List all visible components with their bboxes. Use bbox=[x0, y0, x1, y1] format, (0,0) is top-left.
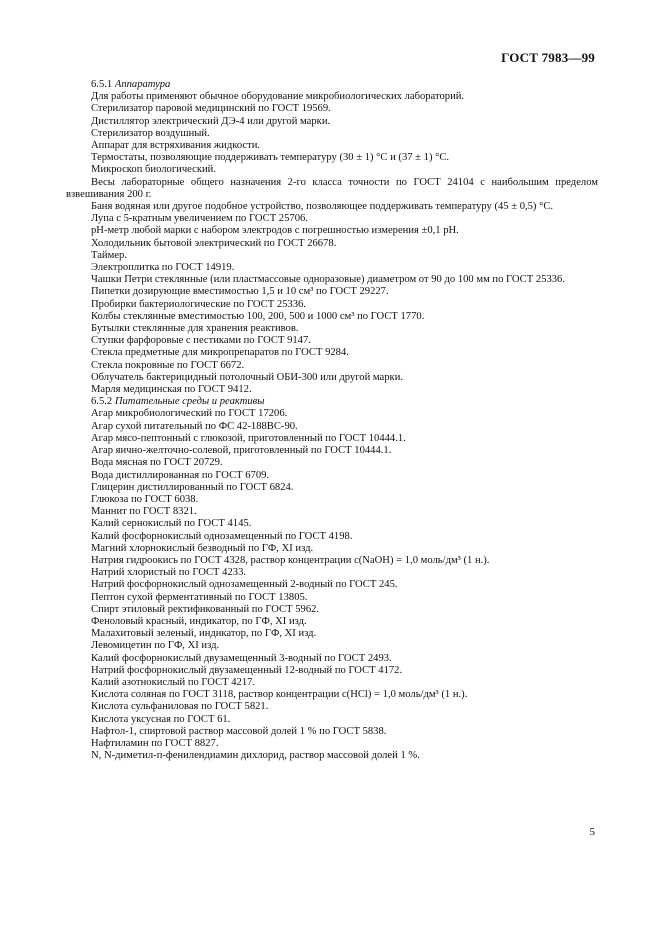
list-item: Марля медицинская по ГОСТ 9412. bbox=[91, 384, 252, 396]
list-item: Пробирки бактериологические по ГОСТ 25336. bbox=[91, 298, 306, 310]
list-item: Аппарат для встряхивания жидкости. bbox=[91, 140, 261, 152]
list-item: Стекла покровные по ГОСТ 6672. bbox=[91, 359, 245, 371]
list-item: Агар сухой питательный по ФС 42-188ВС-90. bbox=[91, 420, 298, 432]
document-header: ГОСТ 7983—99 bbox=[501, 50, 595, 65]
list-item: Агар мясо-пептонный с глюкозой, приготовленный по ГОСТ 10444.1. bbox=[91, 432, 406, 444]
list-item: Глицерин дистиллированный по ГОСТ 6824. bbox=[91, 481, 294, 493]
list-item: Агар яично-желточно-солевой, приготовленный по ГОСТ 10444.1. bbox=[91, 445, 392, 457]
list-item: Таймер. bbox=[91, 249, 127, 261]
list-item: Глюкоза по ГОСТ 6038. bbox=[91, 493, 199, 505]
list-item: Колбы стеклянные вместимостью 100, 200, 500 и 1000 см³ по ГОСТ 1770. bbox=[91, 310, 425, 322]
section-number: 6.5.2 bbox=[91, 396, 113, 408]
list-item: Калий фосфорнокислый однозамещенный по ГОСТ 4198. bbox=[91, 530, 353, 542]
list-item: Калий азотнокислый по ГОСТ 4217. bbox=[91, 676, 256, 688]
list-item: Левомицетин по ГФ, XI изд. bbox=[91, 640, 220, 652]
section-heading bbox=[66, 79, 598, 91]
list-item: N, N-диметил-п-фенилендиамин дихлорид, раствор массовой долей 1 %. bbox=[91, 750, 420, 762]
list-item: Нафтол-1, спиртовой раствор массовой долей 1 % по ГОСТ 5838. bbox=[91, 725, 387, 737]
list-item: Пипетки дозирующие вместимостью 1,5 и 10 см³ по ГОСТ 29227. bbox=[91, 286, 389, 298]
list-item: Весы лабораторные общего назначения 2-го класса точности по ГОСТ 24104 с наибольшим пределом взвешивания 200 г. bbox=[66, 176, 598, 200]
list-item: Спирт этиловый ректификованный по ГОСТ 5962. bbox=[91, 603, 320, 615]
section-items-apparatus bbox=[66, 91, 598, 396]
list-item: Маннит по ГОСТ 8321. bbox=[91, 506, 197, 518]
page-number: 5 bbox=[589, 826, 595, 838]
list-item: Пептон сухой ферментативный по ГОСТ 13805. bbox=[91, 591, 308, 603]
list-item: Агар микробиологический по ГОСТ 17206. bbox=[91, 408, 288, 420]
list-item: Вода мясная по ГОСТ 20729. bbox=[91, 457, 223, 469]
list-item: Кислота уксусная по ГОСТ 61. bbox=[91, 713, 231, 725]
list-item: Феноловый красный, индикатор, по ГФ, XI изд. bbox=[91, 615, 307, 627]
list-item: Ступки фарфоровые с пестиками по ГОСТ 9147. bbox=[91, 335, 311, 347]
list-item: Стерилизатор паровой медицинский по ГОСТ 19569. bbox=[91, 103, 331, 115]
list-item: Кислота соляная по ГОСТ 3118, раствор концентрации c(HCl) = 1,0 моль/дм³ (1 н.). bbox=[91, 689, 468, 701]
list-item: Электроплитка по ГОСТ 14919. bbox=[91, 262, 235, 274]
section-number: 6.5.1 bbox=[91, 79, 113, 90]
list-item: Бутылки стеклянные для хранения реактивов. bbox=[91, 323, 299, 335]
list-item: Натрия гидроокись по ГОСТ 4328, раствор концентрации c(NaOH) = 1,0 моль/дм³ (1 н.). bbox=[91, 554, 490, 566]
list-item: Облучатель бактерицидный потолочный ОБИ-300 или другой марки. bbox=[91, 371, 404, 383]
list-item: Вода дистиллированная по ГОСТ 6709. bbox=[91, 469, 270, 481]
list-item: Натрий фосфорнокислый однозамещенный 2-водный по ГОСТ 245. bbox=[91, 579, 398, 591]
list-item: Микроскоп биологический. bbox=[91, 164, 216, 176]
list-item: Баня водяная или другое подобное устройство, позволяющее поддерживать температуру (45 ± 0,5) °С. bbox=[91, 201, 554, 213]
list-item: Стерилизатор воздушный. bbox=[91, 127, 210, 139]
list-item: Лупа с 5-кратным увеличением по ГОСТ 25706. bbox=[91, 213, 308, 225]
list-item: Для работы применяют обычное оборудование микробиологических лабораторий. bbox=[91, 91, 465, 103]
list-item: Кислота сульфаниловая по ГОСТ 5821. bbox=[91, 701, 269, 713]
list-item: Малахитовый зеленый, индикатор, по ГФ, XI изд. bbox=[91, 628, 317, 640]
section-items-media-reagents bbox=[66, 408, 598, 762]
list-item: Натрий фосфорнокислый двузамещенный 12-водный по ГОСТ 4172. bbox=[91, 664, 403, 676]
list-item: Термостаты, позволяющие поддерживать температуру (30 ± 1) °С и (37 ± 1) °С. bbox=[91, 152, 450, 164]
list-item: Дистиллятор электрический ДЭ-4 или другой марки. bbox=[91, 115, 331, 127]
list-item: Магний хлорнокислый безводный по ГФ, XI изд. bbox=[91, 542, 314, 554]
list-item: Натрий хлористый по ГОСТ 4233. bbox=[91, 567, 247, 579]
section-title: Питательные среды и реактивы bbox=[114, 396, 265, 408]
list-item: рН-метр любой марки с набором электродов с погрешностью измерения ±0,1 рН. bbox=[91, 225, 459, 237]
list-item: Стекла предметные для микропрепаратов по ГОСТ 9284. bbox=[91, 347, 349, 359]
list-item: Чашки Петри стеклянные (или пластмассовые одноразовые) диаметром от 90 до 100 мм по ГОСТ 25336. bbox=[91, 274, 565, 286]
list-item: Калий сернокислый по ГОСТ 4145. bbox=[91, 518, 252, 530]
section-title: Аппаратура bbox=[114, 79, 171, 90]
section-heading bbox=[66, 396, 598, 408]
document-body bbox=[66, 79, 598, 762]
list-item: Нафтиламин по ГОСТ 8827. bbox=[91, 737, 219, 749]
list-item: Холодильник бытовой электрический по ГОСТ 26678. bbox=[91, 237, 337, 249]
list-item: Калий фосфорнокислый двузамещенный 3-водный по ГОСТ 2493. bbox=[91, 652, 392, 664]
